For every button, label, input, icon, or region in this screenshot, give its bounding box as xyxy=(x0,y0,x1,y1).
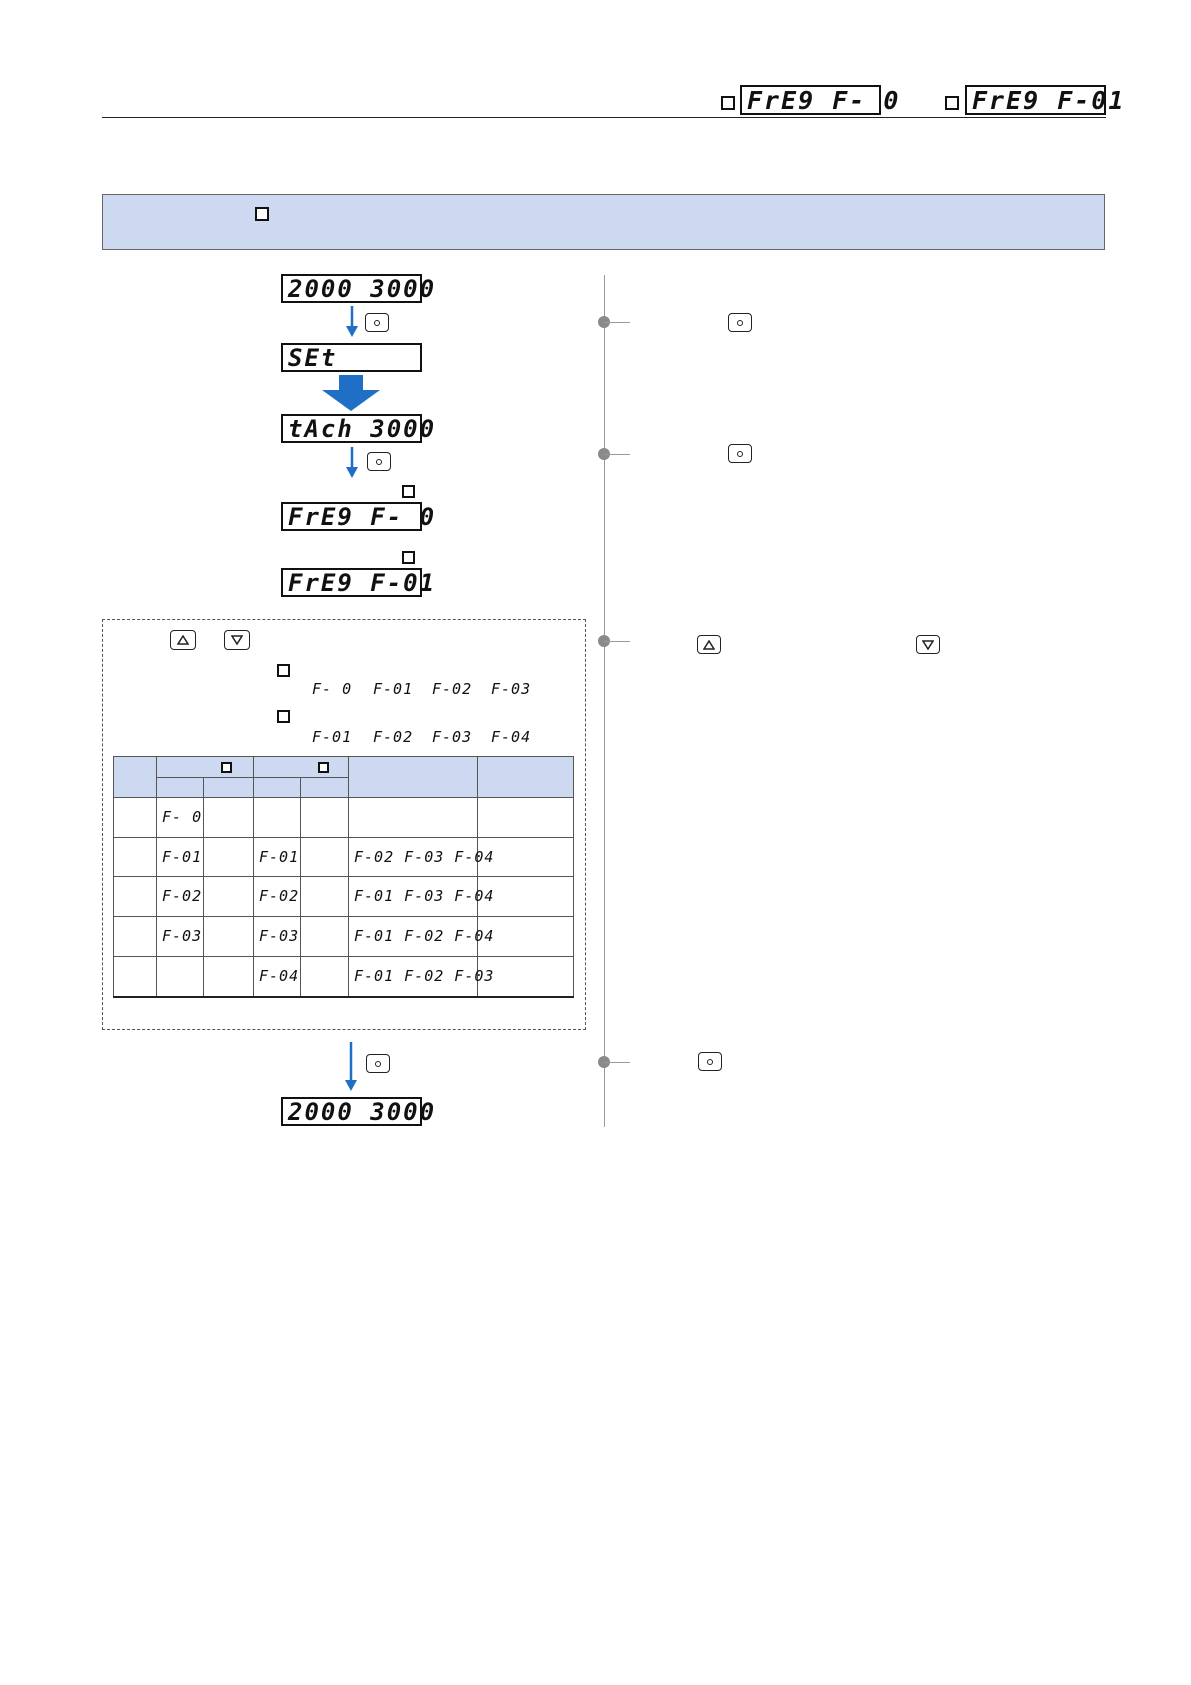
function-table xyxy=(113,756,574,998)
mode-key-icon xyxy=(366,1054,390,1073)
table-row xyxy=(114,917,574,957)
selection-a-0: F- 0 xyxy=(312,680,353,698)
flow-display-1: 2000 3000 xyxy=(281,274,422,303)
table-cell-c: F-01 F-03 F-04 xyxy=(354,887,495,906)
down-key-icon xyxy=(224,630,250,650)
table-cell-a: F- 0 xyxy=(162,807,203,826)
table-subheader-cell xyxy=(254,778,301,798)
section-banner xyxy=(102,194,1105,250)
big-down-arrow xyxy=(322,375,380,411)
table-cell-a: F-02 xyxy=(162,887,203,906)
table-header-a-checkbox-icon xyxy=(221,762,232,773)
timeline-stub xyxy=(604,322,630,323)
table-subheader-cell xyxy=(157,778,204,798)
table-header-group-a xyxy=(157,757,254,778)
table-cell-c: F-02 F-03 F-04 xyxy=(354,847,495,866)
table-cell-a: F-03 xyxy=(162,926,203,945)
table-header-cell xyxy=(349,757,478,798)
down-arrow-1 xyxy=(344,306,360,338)
table-cell-b: F-02 xyxy=(259,887,300,906)
table-row xyxy=(114,837,574,877)
down-arrow-2 xyxy=(344,447,360,479)
table-header-cell xyxy=(478,757,574,798)
selection-a-2: F-02 xyxy=(432,680,473,698)
flow-display-6: 2000 3000 xyxy=(281,1097,422,1126)
timeline-stub xyxy=(604,454,630,455)
up-key-icon xyxy=(697,635,721,654)
mode-key-icon xyxy=(367,452,391,471)
down-key-icon xyxy=(916,635,940,654)
header-display-b: FrE9 F-01 xyxy=(965,85,1106,115)
table-cell-a: F-01 xyxy=(162,847,203,866)
table-subheader-cell xyxy=(204,778,254,798)
selection-row-b-checkbox-icon xyxy=(277,710,290,723)
table-cell-b xyxy=(254,808,259,826)
selection-b-2: F-03 xyxy=(432,728,473,746)
table-header-b-checkbox-icon xyxy=(318,762,329,773)
mode-key-icon xyxy=(365,313,389,332)
table-cell-c: F-01 F-02 F-03 xyxy=(354,966,495,985)
table-cell-c: F-01 F-02 F-04 xyxy=(354,926,495,945)
header-rule xyxy=(102,117,1106,118)
selection-row-a-checkbox-icon xyxy=(277,664,290,677)
banner-checkbox-icon xyxy=(255,207,269,221)
table-row xyxy=(114,956,574,997)
display-5-checkbox-icon xyxy=(402,551,415,564)
flow-display-2: SEt xyxy=(281,343,422,372)
timeline-stub xyxy=(604,641,630,642)
mode-key-icon xyxy=(728,313,752,332)
table-row xyxy=(114,877,574,917)
table-subheader-cell xyxy=(301,778,349,798)
mode-key-icon xyxy=(698,1052,722,1071)
flow-display-3: tAch 3000 xyxy=(281,414,422,443)
table-cell-b: F-01 xyxy=(259,847,300,866)
timeline-stub xyxy=(604,1062,630,1063)
display-4-checkbox-icon xyxy=(402,485,415,498)
selection-a-3: F-03 xyxy=(491,680,532,698)
selection-a-1: F-01 xyxy=(373,680,414,698)
header-display-a: FrE9 F- 0 xyxy=(740,85,881,115)
header-checkbox-a-icon xyxy=(721,96,735,110)
selection-b-0: F-01 xyxy=(312,728,353,746)
selection-b-3: F-04 xyxy=(491,728,532,746)
table-header-group-b xyxy=(254,757,349,778)
mode-key-icon xyxy=(728,444,752,463)
table-cell-b: F-03 xyxy=(259,926,300,945)
up-key-icon xyxy=(170,630,196,650)
selection-b-1: F-02 xyxy=(373,728,414,746)
table-cell-b: F-04 xyxy=(259,966,300,985)
flow-display-5: FrE9 F-01 xyxy=(281,568,422,597)
table-cell-a xyxy=(157,967,162,985)
flow-display-4: FrE9 F- 0 xyxy=(281,502,422,531)
down-arrow-3 xyxy=(343,1042,359,1092)
table-cell-c xyxy=(349,808,354,826)
table-row xyxy=(114,798,574,838)
table-header-cell xyxy=(114,757,157,798)
header-checkbox-b-icon xyxy=(945,96,959,110)
timeline-line xyxy=(604,275,605,1127)
